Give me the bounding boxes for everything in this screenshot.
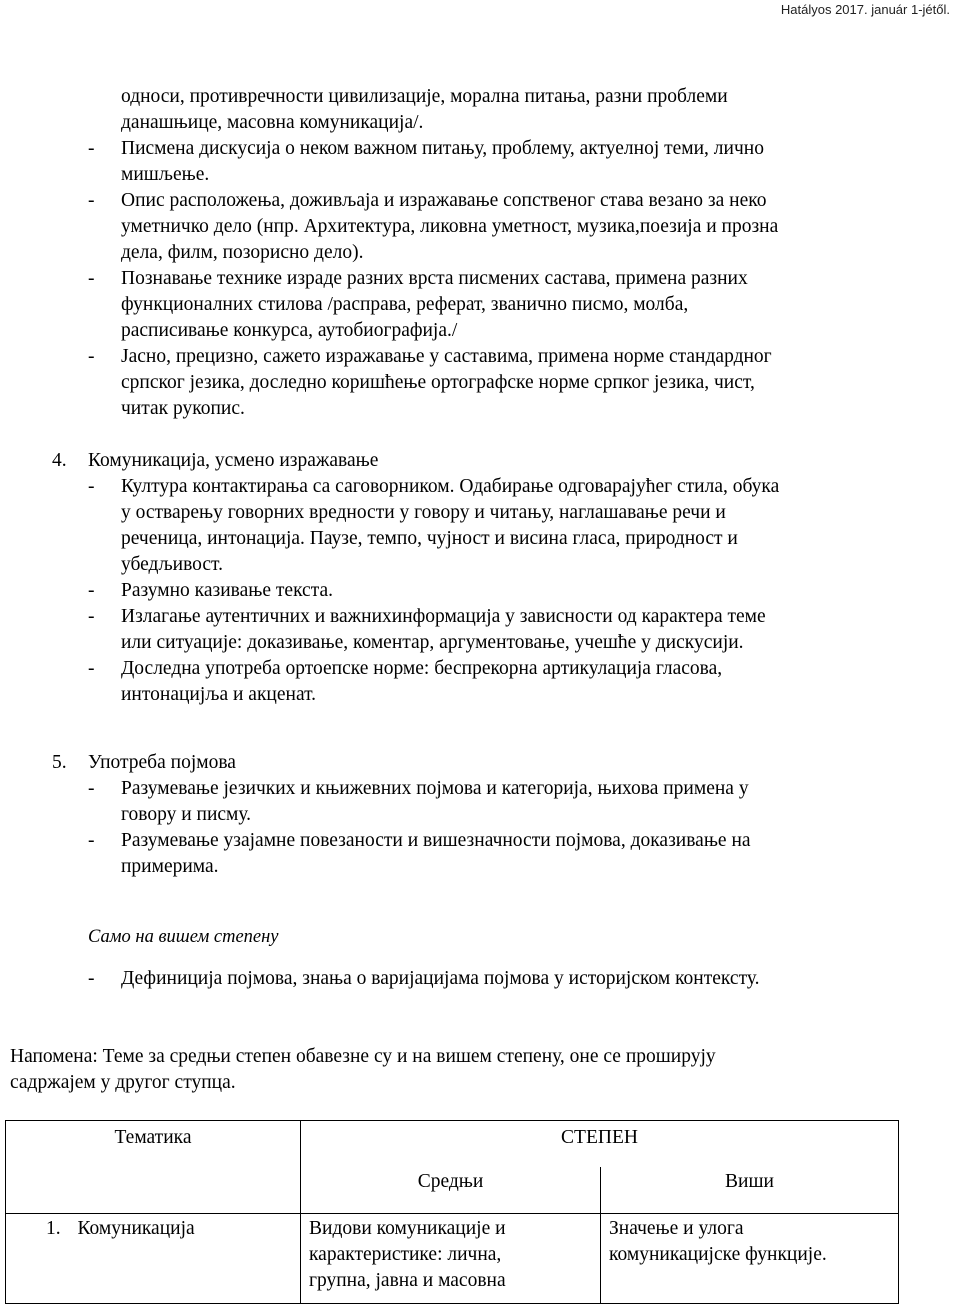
body-line: у остварењу говорних вредности у говору и читању, наглашавање речи и xyxy=(121,502,726,523)
row1-srednji-cell xyxy=(301,1214,601,1304)
body-line: Разумно казивање текста. xyxy=(121,580,334,601)
body-line: Разумевање језичких и књижевних појмова и категорија, њихова примена у xyxy=(121,778,749,799)
subheader-visi-label: Виши xyxy=(725,1170,774,1192)
header-tematika-label: Тематика xyxy=(114,1127,192,1148)
list-dash: - xyxy=(88,190,95,211)
body-line: интонацијља и акценат. xyxy=(121,684,317,705)
list-dash: - xyxy=(88,476,95,497)
section-heading: Комуникација, усмено изражавање xyxy=(88,450,379,471)
body-line: Излагање аутентичних и важнихинформација у зависности од карактера теме xyxy=(121,606,766,627)
curriculum-table xyxy=(5,1120,899,1304)
body-line: мишљење. xyxy=(121,164,210,185)
body-line: данашњице, масовна комуникација/. xyxy=(121,112,424,133)
header-tematika xyxy=(6,1121,301,1214)
subheader-srednji xyxy=(301,1167,601,1214)
body-line: функционалних стилова /расправа, реферат, званично писмо, молба, xyxy=(121,294,689,315)
row1-srednji-line: карактеристике: лична, xyxy=(309,1244,502,1265)
body-line: убедљивост. xyxy=(121,554,223,575)
body-line: Дефиниција појмова, знања о варијацијама појмова у историјском контексту. xyxy=(121,968,760,989)
note-line: Напомена: Теме за средњи степен обавезне су и на вишем степену, оне се проширују xyxy=(10,1046,716,1067)
row1-topic: Комуникација xyxy=(77,1218,195,1239)
list-dash: - xyxy=(88,580,95,601)
body-line: Доследна употреба ортоепске норме: беспрекорна артикулација гласова, xyxy=(121,658,723,679)
list-dash: - xyxy=(88,830,95,851)
header-stepen xyxy=(301,1121,899,1167)
table-row xyxy=(6,1214,899,1304)
body-line: Култура контактирања са саговорником. Одабирање одговарајућег стила, обука xyxy=(121,476,780,497)
effective-date-header: Hatályos 2017. január 1-jétől. xyxy=(780,2,950,17)
note-line: садржајем у другог ступца. xyxy=(10,1072,236,1093)
list-dash: - xyxy=(88,138,95,159)
body-line: српског језика, доследно коришћење ортографске норме српког језика, чист, xyxy=(121,372,755,393)
body-line: Познавање технике израде разних врста писмених састава, примена разних xyxy=(121,268,748,289)
body-line: Писмена дискусија о неком важном питању, проблему, актуелној теми, лично xyxy=(121,138,764,159)
body-line: расписивање конкурса, аутобиографија./ xyxy=(121,320,458,341)
row1-srednji-line: Видови комуникације и xyxy=(309,1218,506,1239)
list-dash: - xyxy=(88,778,95,799)
body-line: уметничко дело (нпр. Архитектура, ликовна уметност, музика,поезија и прозна xyxy=(121,216,779,237)
list-dash: - xyxy=(88,658,95,679)
subheader-srednji-label: Средњи xyxy=(417,1170,484,1192)
body-line: читак рукопис. xyxy=(121,398,245,419)
list-dash: - xyxy=(88,346,95,367)
row1-srednji-line: групна, јавна и масовна xyxy=(309,1270,506,1291)
italic-subheading: Само на вишем степену xyxy=(88,927,279,947)
body-line: Разумевање узајамне повезаности и вишезначности појмова, доказивање на xyxy=(121,830,751,851)
body-line: говору и писму. xyxy=(121,804,252,825)
list-dash: - xyxy=(88,968,95,989)
body-line: Јасно, прецизно, сажето изражавање у саставима, примена норме стандардног xyxy=(121,346,772,367)
body-line: дела, филм, позорисно дело). xyxy=(121,242,364,263)
list-dash: - xyxy=(88,606,95,627)
row1-visi-line: комуникацијске функције. xyxy=(609,1244,827,1265)
body-line: примерима. xyxy=(121,856,219,877)
subheader-visi xyxy=(601,1167,899,1214)
list-dash: - xyxy=(88,268,95,289)
body-line: реченица, интонација. Паузе, темпо, чујност и висина гласа, природност и xyxy=(121,528,738,549)
header-stepen-label: СТЕПЕН xyxy=(561,1127,638,1148)
body-line: или ситуације: доказивање, коментар, аргументовање, учешће у дискусији. xyxy=(121,632,744,653)
section-heading: Употреба појмова xyxy=(88,752,236,773)
section-number: 5. xyxy=(52,752,67,773)
row1-visi-line: Значење и улога xyxy=(609,1218,744,1239)
body-line: Опис расположења, доживљаја и изражавање сопственог става везано за неко xyxy=(121,190,767,211)
section-number: 4. xyxy=(52,450,67,471)
row1-number: 1. xyxy=(46,1218,61,1239)
row1-visi-cell xyxy=(601,1214,899,1304)
body-line: односи, противречности цивилизације, морална питања, разни проблеми xyxy=(121,86,728,107)
row1-topic-cell xyxy=(6,1214,301,1304)
